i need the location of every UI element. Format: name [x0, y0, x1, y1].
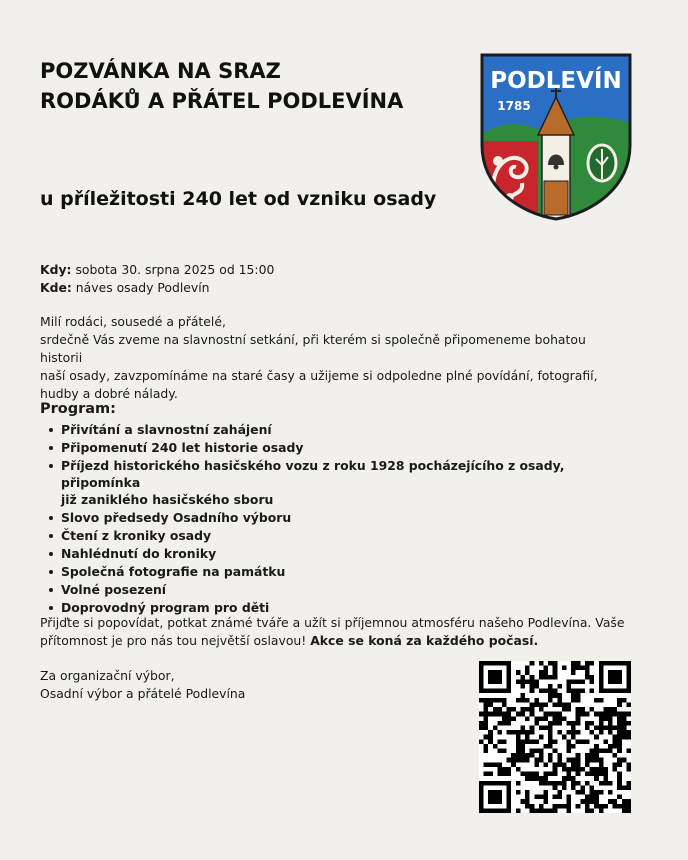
closing-line	[40, 632, 630, 650]
where-row	[40, 279, 274, 297]
intro-line: hudby a dobré nálady.	[40, 386, 178, 401]
signature-line-1: Za organizační výbor,	[40, 668, 175, 683]
invitation-subtitle: u příležitosti 240 let od vzniku osady	[40, 188, 437, 210]
when-value: sobota 30. srpna 2025 od 15:00	[75, 262, 275, 277]
crest-year: 1785	[497, 99, 531, 113]
program-item: Doprovodný program pro děti	[61, 599, 641, 616]
program-item: Společná fotografie na památku	[61, 563, 641, 580]
program-list	[40, 421, 641, 617]
intro-paragraph	[40, 313, 620, 403]
program-item: Přivítání a slavnostní zahájení	[61, 421, 641, 438]
program-item-text: Příjezd historického hasičského vozu z roku 1928 pocházejícího z osady, připomínka	[61, 458, 565, 490]
event-details	[40, 261, 274, 297]
program-item: Slovo předsedy Osadního výboru	[61, 509, 641, 526]
title-line-1: POZVÁNKA NA SRAZ	[40, 59, 281, 83]
signature	[40, 667, 245, 703]
invitation-title	[40, 56, 403, 116]
weather-note: Akce se koná za každého počasí.	[310, 633, 539, 648]
program-item	[61, 457, 641, 508]
crest-name: PODLEVÍN	[490, 68, 622, 94]
crest-red-field	[480, 141, 538, 221]
intro-line: naší osady, zavzpomínáme na staré časy a užijeme si odpoledne plné povídání, fotografií,	[40, 368, 598, 383]
closing-text: přítomnost je pro nás tou největší oslavou!	[40, 633, 307, 648]
closing-line: Přijďte si popovídat, potkat známé tváře a užít si příjemnou atmosféru našeho Podlevína. Vaše	[40, 615, 625, 630]
where-value: náves osady Podlevín	[75, 280, 210, 295]
program-heading: Program:	[40, 401, 116, 417]
where-label: Kde:	[40, 280, 72, 295]
when-label: Kdy:	[40, 262, 72, 277]
intro-line: Milí rodáci, sousedé a přátelé,	[40, 314, 226, 329]
when-row	[40, 261, 274, 279]
qr-code[interactable]	[479, 661, 631, 813]
closing-paragraph	[40, 614, 630, 650]
program-item: Volné posezení	[61, 581, 641, 598]
program-item-continuation: již zaniklého hasičského sboru	[61, 492, 274, 507]
signature-line-2: Osadní výbor a přátelé Podlevína	[40, 686, 246, 701]
program-item: Připomenutí 240 let historie osady	[61, 439, 641, 456]
coat-of-arms-emblem	[480, 53, 632, 221]
intro-line: srdečně Vás zveme na slavnostní setkání, při kterém si společně připomeneme bohatou historii	[40, 332, 586, 365]
program-item: Čtení z kroniky osady	[61, 527, 641, 544]
title-line-2: RODÁKŮ A PŘÁTEL PODLEVÍNA	[40, 89, 404, 113]
program-item: Nahlédnutí do kroniky	[61, 545, 641, 562]
